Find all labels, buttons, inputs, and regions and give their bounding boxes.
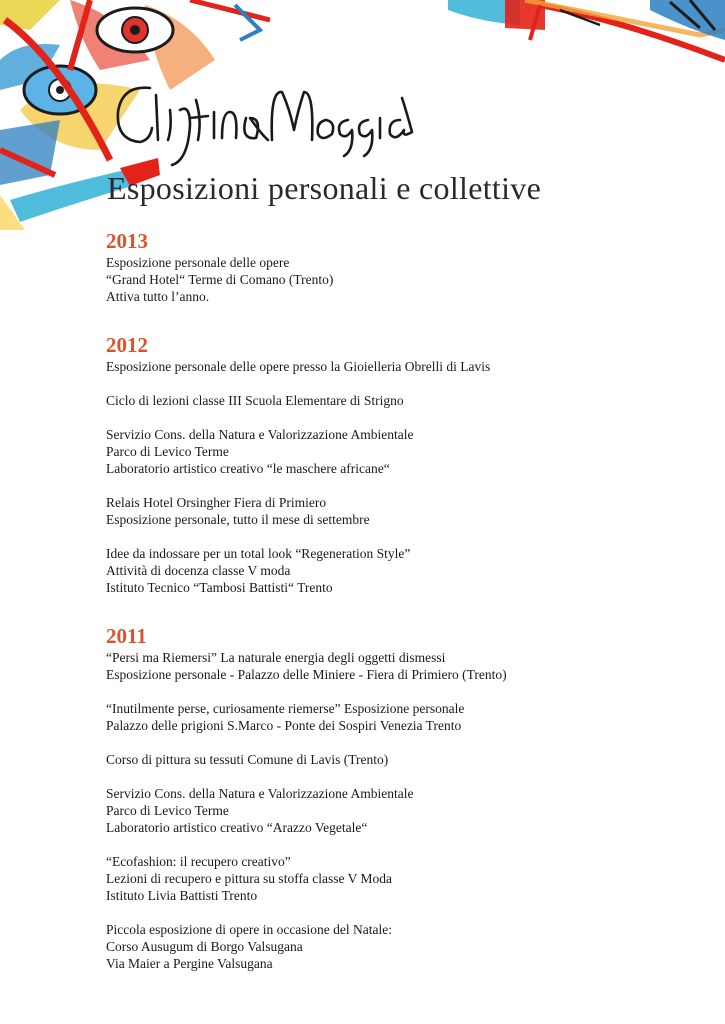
entry-line: Relais Hotel Orsingher Fiera di Primiero [106, 495, 327, 510]
entry-line: Corso di pittura su tessuti Comune di Lavis (Trento) [106, 752, 389, 767]
entry-line: Parco di Levico Terme [106, 803, 229, 818]
entry-line: Servizio Cons. della Natura e Valorizzazione Ambientale [106, 427, 414, 442]
exhibition-entry [106, 494, 706, 528]
entry-line: Parco di Levico Terme [106, 444, 229, 459]
exhibition-entry [106, 426, 706, 477]
exhibitions-list [106, 228, 706, 972]
entry-line: Lezioni di recupero e pittura su stoffa classe V Moda [106, 871, 393, 886]
entry-line: Esposizione personale - Palazzo delle Miniere - Fiera di Primiero (Trento) [106, 667, 507, 682]
entry-line: Servizio Cons. della Natura e Valorizzazione Ambientale [106, 786, 414, 801]
year-heading: 2013 [106, 229, 148, 253]
entry-line: Ciclo di lezioni classe III Scuola Elementare di Strigno [106, 393, 404, 408]
entry-line: Attività di docenza classe V moda [106, 563, 291, 578]
year-heading: 2012 [106, 333, 148, 357]
entry-line: “Ecofashion: il recupero creativo” [106, 854, 291, 869]
entry-line: “Persi ma Riemersi” La naturale energia degli oggetti dismessi [106, 650, 446, 665]
entry-line: “Grand Hotel“ Terme di Comano (Trento) [106, 272, 334, 287]
entry-line: Istituto Livia Battisti Trento [106, 888, 258, 903]
signature-logo [118, 88, 412, 165]
entry-line: Via Maier a Pergine Valsugana [106, 956, 273, 971]
entry-line: Esposizione personale delle opere presso la Gioielleria Obrelli di Lavis [106, 359, 491, 374]
entry-line: “Inutilmente perse, curiosamente riemerse” Esposizione personale [106, 701, 465, 716]
entry-line: Corso Ausugum di Borgo Valsugana [106, 939, 303, 954]
exhibition-entry [106, 358, 706, 375]
exhibition-entry [106, 392, 706, 409]
entry-line: Istituto Tecnico “Tambosi Battisti“ Trento [106, 580, 333, 595]
exhibition-entry [106, 649, 706, 683]
exhibition-entry [106, 700, 706, 734]
page-title: Esposizioni personali e collettive [107, 170, 542, 206]
year-section-2011 [106, 623, 706, 972]
year-section-2012 [106, 332, 706, 596]
entry-line: Piccola esposizione di opere in occasione del Natale: [106, 922, 393, 937]
exhibition-entry [106, 545, 706, 596]
entry-line: Palazzo delle prigioni S.Marco - Ponte dei Sospiri Venezia Trento [106, 718, 462, 733]
entry-line: Idee da indossare per un total look “Regeneration Style” [106, 546, 411, 561]
exhibition-entry [106, 751, 706, 768]
year-section-2013 [106, 228, 706, 305]
exhibition-entry [106, 254, 706, 305]
exhibition-entry [106, 853, 706, 904]
exhibition-entry [106, 785, 706, 836]
painted-brush-top-right [448, 0, 725, 60]
entry-line: Laboratorio artistico creativo “le maschere africane“ [106, 461, 390, 476]
entry-line: Esposizione personale delle opere [106, 255, 290, 270]
entry-line: Laboratorio artistico creativo “Arazzo Vegetale“ [106, 820, 368, 835]
exhibition-entry [106, 921, 706, 972]
year-heading: 2011 [106, 624, 147, 648]
entry-line: Esposizione personale, tutto il mese di settembre [106, 512, 370, 527]
entry-line: Attiva tutto l’anno. [106, 289, 210, 304]
